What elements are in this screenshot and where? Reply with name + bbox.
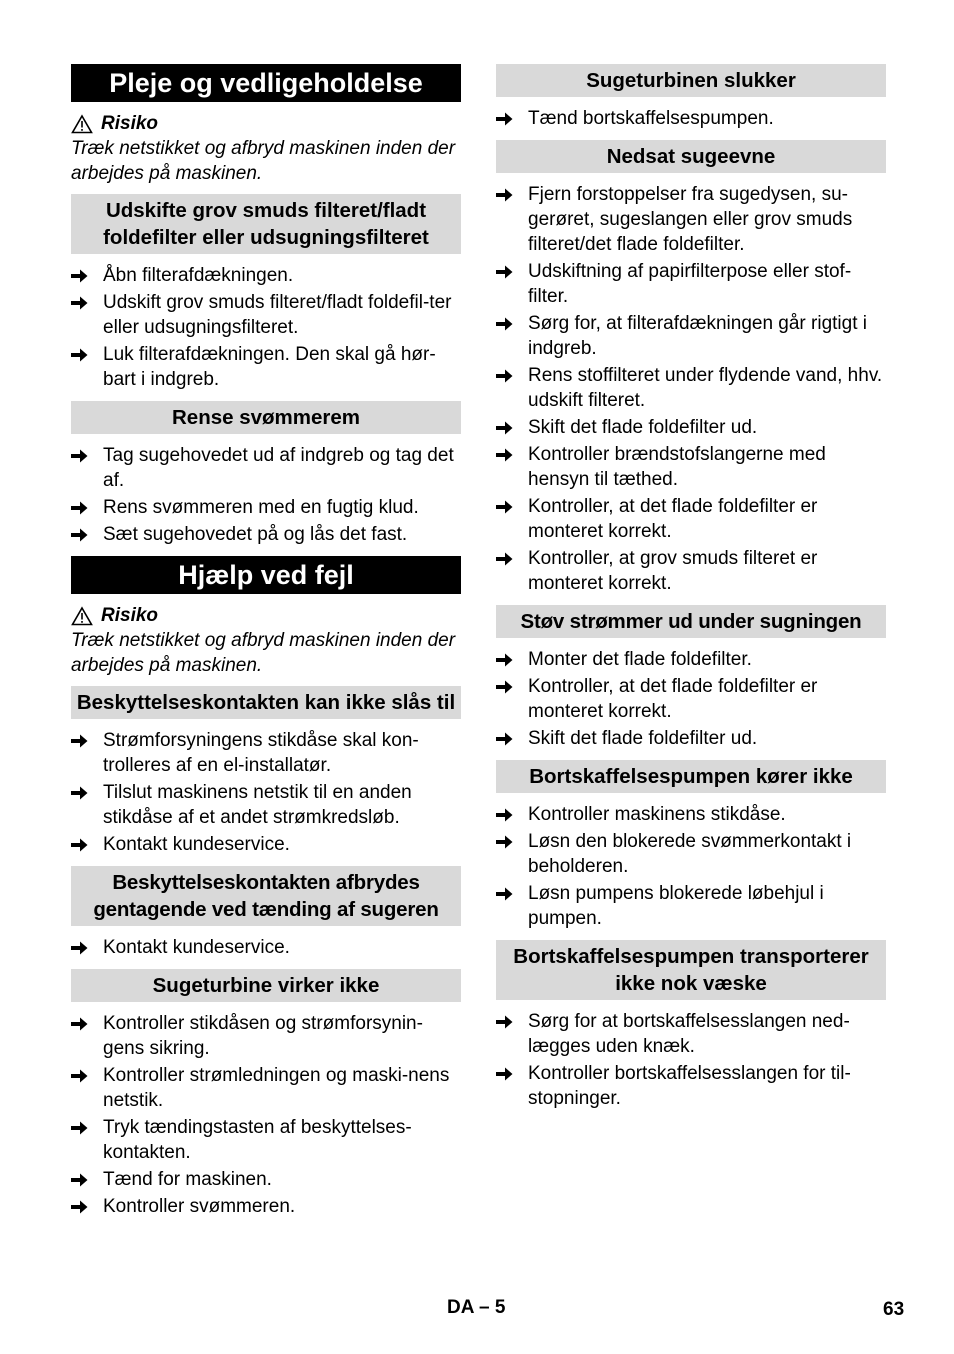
arrow-right-icon xyxy=(71,495,103,520)
step-list xyxy=(71,1011,461,1219)
arrow-right-icon xyxy=(71,522,103,547)
subheading-breaker-wont-engage: Beskyttelseskontakten kan ikke slås til xyxy=(71,686,461,719)
section-heading-care: Pleje og vedligeholdelse xyxy=(71,64,461,102)
arrow-right-icon xyxy=(71,1011,103,1036)
list-item: Kontroller brændstofslangerne med hensyn til tæthed. xyxy=(496,442,886,492)
list-item: Monter det flade foldefilter. xyxy=(496,647,886,672)
arrow-right-icon xyxy=(496,182,528,207)
risk-label: Risiko xyxy=(101,112,159,134)
subheading-turbine-shuts-off: Sugeturbinen slukker xyxy=(496,64,886,97)
arrow-right-icon xyxy=(496,363,528,388)
list-item: Kontroller strømledningen og maski-nens netstik. xyxy=(71,1063,461,1113)
list-item: Rens stoffilteret under flydende vand, hhv. udskift filteret. xyxy=(496,363,886,413)
list-item: Sørg for at bortskaffelsesslangen ned-lægges uden knæk. xyxy=(496,1009,886,1059)
list-item: Sørg for, at filterafdækningen går rigtigt i indgreb. xyxy=(496,311,886,361)
arrow-right-icon xyxy=(71,1194,103,1219)
arrow-right-icon xyxy=(496,1061,528,1086)
arrow-right-icon xyxy=(71,1167,103,1192)
list-item: Luk filterafdækningen. Den skal gå hør-bart i indgreb. xyxy=(71,342,461,392)
list-item: Kontakt kundeservice. xyxy=(71,832,461,857)
risk-warning xyxy=(71,603,461,628)
arrow-right-icon xyxy=(71,443,103,468)
warning-triangle-icon xyxy=(71,114,93,134)
arrow-right-icon xyxy=(496,259,528,284)
arrow-right-icon xyxy=(71,1115,103,1140)
list-item: Kontakt kundeservice. xyxy=(71,935,461,960)
list-item: Rens svømmeren med en fugtig klud. xyxy=(71,495,461,520)
step-list xyxy=(496,647,886,751)
arrow-right-icon xyxy=(496,106,528,131)
right-column xyxy=(496,64,886,1120)
list-item: Tilslut maskinens netstik til en anden stikdåse af et andet strømkredsløb. xyxy=(71,780,461,830)
list-item: Kontroller bortskaffelsesslangen for til-stopninger. xyxy=(496,1061,886,1111)
list-item: Sæt sugehovedet på og lås det fast. xyxy=(71,522,461,547)
list-item: Løsn den blokerede svømmerkontakt i beholderen. xyxy=(496,829,886,879)
subheading-clean-float: Rense svømmerem xyxy=(71,401,461,434)
arrow-right-icon xyxy=(496,311,528,336)
list-item: Kontroller, at grov smuds filteret er monteret korrekt. xyxy=(496,546,886,596)
arrow-right-icon xyxy=(496,442,528,467)
arrow-right-icon xyxy=(496,829,528,854)
arrow-right-icon xyxy=(496,494,528,519)
arrow-right-icon xyxy=(496,415,528,440)
arrow-right-icon xyxy=(496,546,528,571)
subheading-turbine-not-working: Sugeturbine virker ikke xyxy=(71,969,461,1002)
section-heading-troubleshooting: Hjælp ved fejl xyxy=(71,556,461,594)
list-item: Tag sugehovedet ud af indgreb og tag det af. xyxy=(71,443,461,493)
arrow-right-icon xyxy=(71,780,103,805)
step-list xyxy=(496,802,886,931)
list-item: Kontroller stikdåsen og strømforsynin-gens sikring. xyxy=(71,1011,461,1061)
arrow-right-icon xyxy=(71,1063,103,1088)
arrow-right-icon xyxy=(496,881,528,906)
left-column xyxy=(71,64,461,1228)
arrow-right-icon xyxy=(71,832,103,857)
footer-doc-id: DA – 5 xyxy=(447,1297,506,1318)
step-list xyxy=(71,263,461,392)
arrow-right-icon xyxy=(71,290,103,315)
subheading-pump-not-running: Bortskaffelsespumpen kører ikke xyxy=(496,760,886,793)
warning-triangle-icon xyxy=(71,606,93,626)
step-list xyxy=(71,935,461,960)
arrow-right-icon xyxy=(496,647,528,672)
step-list xyxy=(496,182,886,596)
list-item: Kontroller, at det flade foldefilter er monteret korrekt. xyxy=(496,494,886,544)
list-item: Løsn pumpens blokerede løbehjul i pumpen. xyxy=(496,881,886,931)
list-item: Skift det flade foldefilter ud. xyxy=(496,726,886,751)
list-item: Tænd bortskaffelsespumpen. xyxy=(496,106,886,131)
subheading-breaker-trips: Beskyttelseskontakten afbrydes gentagende ved tænding af sugeren xyxy=(71,866,461,926)
arrow-right-icon xyxy=(496,674,528,699)
list-item: Fjern forstoppelser fra sugedysen, su-gerøret, sugeslangen eller grov smuds filteret/det flade foldefilter. xyxy=(496,182,886,257)
step-list xyxy=(71,728,461,857)
step-list xyxy=(496,106,886,131)
risk-text: Træk netstikket og afbryd maskinen inden der arbejdes på maskinen. xyxy=(71,138,456,184)
list-item: Åbn filterafdækningen. xyxy=(71,263,461,288)
arrow-right-icon xyxy=(496,802,528,827)
list-item: Kontroller, at det flade foldefilter er monteret korrekt. xyxy=(496,674,886,724)
arrow-right-icon xyxy=(71,728,103,753)
arrow-right-icon xyxy=(71,935,103,960)
subheading-dust-escapes: Støv strømmer ud under sugningen xyxy=(496,605,886,638)
list-item: Skift det flade foldefilter ud. xyxy=(496,415,886,440)
list-item: Udskift grov smuds filteret/fladt foldefil-ter eller udsugningsfilteret. xyxy=(71,290,461,340)
list-item: Strømforsyningens stikdåse skal kon-trolleres af en el-installatør. xyxy=(71,728,461,778)
subheading-reduced-suction: Nedsat sugeevne xyxy=(496,140,886,173)
step-list xyxy=(496,1009,886,1111)
list-item: Tænd for maskinen. xyxy=(71,1167,461,1192)
footer-page-number: 63 xyxy=(883,1299,905,1320)
arrow-right-icon xyxy=(496,1009,528,1034)
list-item: Udskiftning af papirfilterpose eller stof-filter. xyxy=(496,259,886,309)
arrow-right-icon xyxy=(71,263,103,288)
arrow-right-icon xyxy=(496,726,528,751)
subheading-replace-filter: Udskifte grov smuds filteret/fladt foldefilter eller udsugningsfilteret xyxy=(71,194,461,254)
subheading-pump-low-flow: Bortskaffelsespumpen transporterer ikke nok væske xyxy=(496,940,886,1000)
list-item: Kontroller maskinens stikdåse. xyxy=(496,802,886,827)
step-list xyxy=(71,443,461,547)
risk-text: Træk netstikket og afbryd maskinen inden der arbejdes på maskinen. xyxy=(71,630,456,676)
list-item: Kontroller svømmeren. xyxy=(71,1194,461,1219)
risk-warning xyxy=(71,111,461,136)
arrow-right-icon xyxy=(71,342,103,367)
list-item: Tryk tændingstasten af beskyttelses-kontakten. xyxy=(71,1115,461,1165)
risk-label: Risiko xyxy=(101,604,159,626)
